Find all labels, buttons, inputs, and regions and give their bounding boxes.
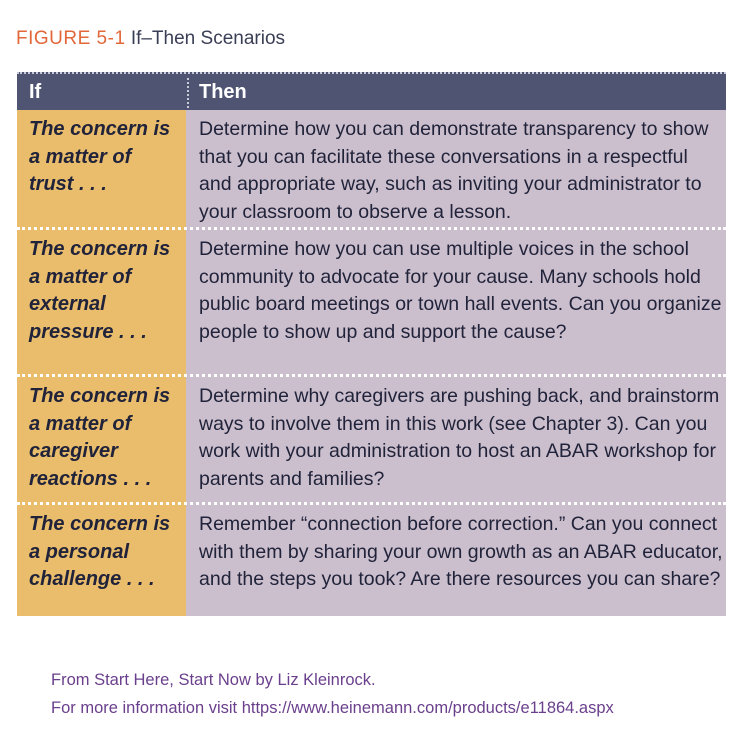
then-cell: Determine how you can demonstrate transparency to show that you can facilitate these conversations in a respectful and appropriate way, such as inviting your administrator to your classroom to observe a lesson. (199, 118, 709, 223)
column-header-then: Then (199, 81, 247, 103)
table-row (17, 377, 726, 501)
source-link-text: For more information visit https://www.heinemann.com/products/e11864.aspx (51, 699, 614, 717)
then-cell: Remember “connection before correction.” Can you connect with them by sharing your own growth as an ABAR educator, and the steps you took? Are there resources you can share? (199, 513, 723, 590)
table-header (17, 72, 726, 110)
table-row (17, 505, 726, 616)
source-citation: From Start Here, Start Now by Liz Kleinrock. (51, 671, 376, 689)
if-cell: The concern is a personal challenge . . . (29, 513, 171, 590)
figure-title: If–Then Scenarios (130, 28, 286, 49)
then-cell: Determine why caregivers are pushing back, and brainstorm ways to involve them in this work (see Chapter 3). Can you work with your administration to host an ABAR workshop for parents and families? (199, 385, 720, 490)
then-cell: Determine how you can use multiple voices in the school community to advocate for your cause. Many schools hold public board meetings or town hall events. Can you organize people to show up and support the cause? (199, 238, 722, 343)
if-cell: The concern is a matter of trust . . . (29, 118, 171, 195)
figure-label: FIGURE 5-1 (16, 28, 126, 49)
table-row (17, 110, 726, 227)
if-then-table (17, 72, 726, 616)
if-cell: The concern is a matter of caregiver reactions . . . (29, 385, 171, 490)
table-row (17, 230, 726, 372)
column-header-if: If (29, 81, 42, 103)
header-divider (187, 78, 189, 108)
figure-caption (16, 27, 285, 51)
if-cell: The concern is a matter of external pressure . . . (29, 238, 171, 343)
